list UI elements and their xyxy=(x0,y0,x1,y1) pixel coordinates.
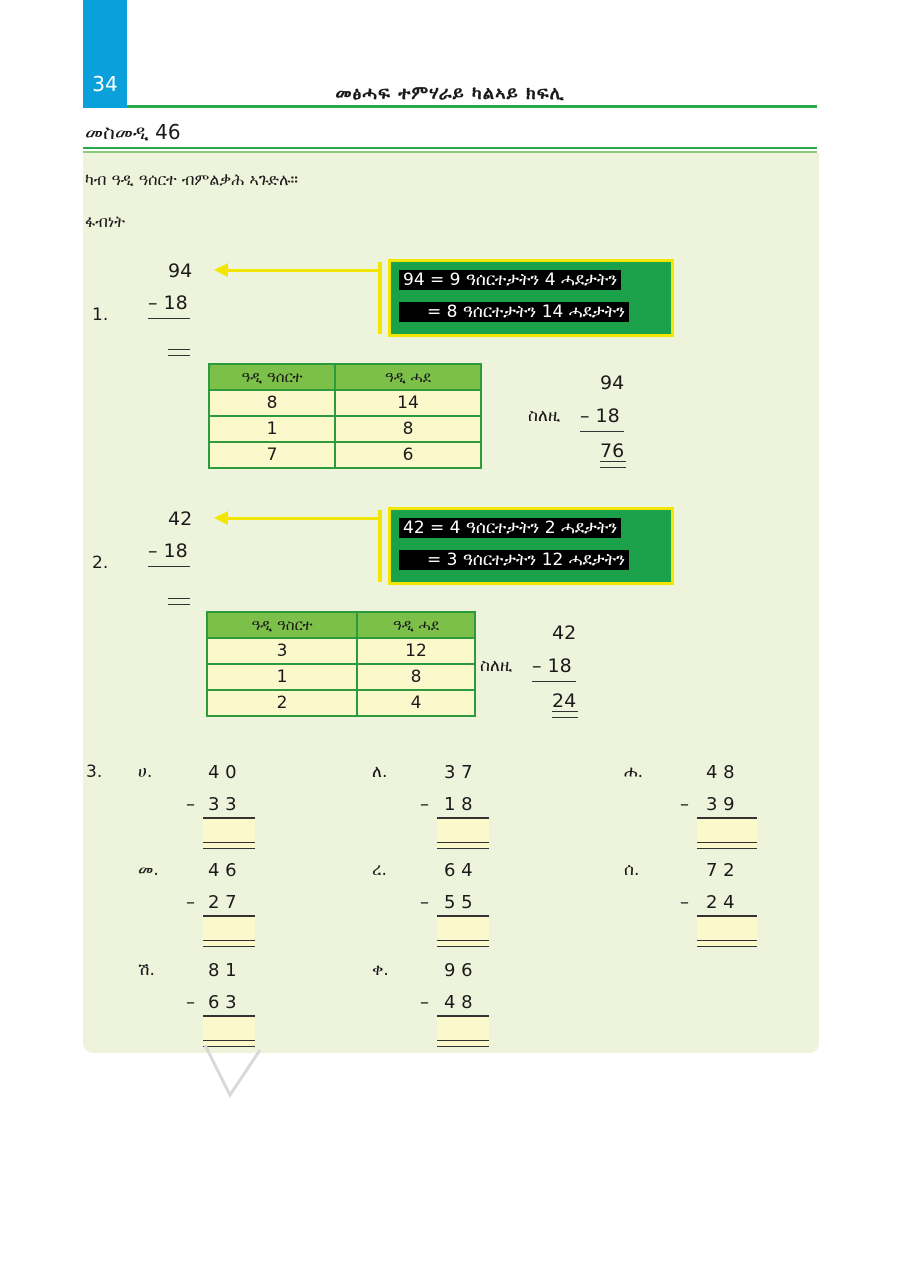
exercise-sub-number: 1 8 xyxy=(444,794,473,815)
exercise-minus-sign: – xyxy=(420,892,429,913)
problem1-hint-box xyxy=(388,259,674,337)
table-row xyxy=(207,638,475,664)
problem1-ans-result: 76 xyxy=(600,440,625,462)
exercise-label: ሀ. xyxy=(138,762,153,782)
problem1-index: 1. xyxy=(92,305,109,325)
problem2-top: 42 xyxy=(168,508,193,530)
example-title: መስመዲ 46 xyxy=(85,120,181,144)
exercise-minus-sign: – xyxy=(420,794,429,815)
page-number: 34 xyxy=(92,72,118,96)
table-cell: 8 xyxy=(209,390,335,416)
exercise-label: ሽ. xyxy=(138,960,155,980)
exercise-double-rule xyxy=(203,940,255,947)
exercise-label: ሰ. xyxy=(624,860,640,880)
problem2-ans-rule xyxy=(532,681,576,682)
problem1-so-label: ስለዚ xyxy=(528,406,561,426)
table-row xyxy=(209,442,481,468)
problem1-hint-line1: 94 = 9 ዓሰርተታትን 4 ሓደታትን xyxy=(399,270,621,290)
table-row xyxy=(207,664,475,690)
exercise-double-rule xyxy=(697,940,757,947)
problem1-top: 94 xyxy=(168,260,193,282)
exercise-minus-sign: – xyxy=(186,794,195,815)
exercise-top-number: 8 1 xyxy=(208,960,237,981)
table-cell: 6 xyxy=(335,442,481,468)
exercise-label: ረ. xyxy=(372,860,387,880)
instruction-text: ካብ ዓዲ ዓሰርተ ብምልቃሕ ኣጉድሉ። xyxy=(85,170,299,189)
exercise-sub-number: 2 4 xyxy=(706,892,735,913)
exercise-label: ለ. xyxy=(372,762,388,782)
problem2-ans-top: 42 xyxy=(552,622,577,644)
header-rule xyxy=(127,105,817,108)
problem2-ans-result: 24 xyxy=(552,690,577,712)
table-cell: 1 xyxy=(207,664,357,690)
exercise-minus-sign: – xyxy=(186,892,195,913)
exercise-minus-sign: – xyxy=(680,892,689,913)
exercise-sub-number: 2 7 xyxy=(208,892,237,913)
title-rule xyxy=(83,147,817,149)
exercise-top-number: 3 7 xyxy=(444,762,473,783)
answer-label: ፋብነት xyxy=(85,212,126,231)
table-row xyxy=(207,690,475,716)
exercise-sub-number: 4 8 xyxy=(444,992,473,1013)
exercise-sub-number: 6 3 xyxy=(208,992,237,1013)
problem1-ans-sub: – 18 xyxy=(580,405,620,427)
exercise-top-number: 4 6 xyxy=(208,860,237,881)
exercise-sub-number: 3 9 xyxy=(706,794,735,815)
problem2-hint-line2: = 3 ዓሰርተታትን 12 ሓደታትን xyxy=(399,550,629,570)
table-row xyxy=(209,416,481,442)
table-cell: 7 xyxy=(209,442,335,468)
problem1-hint-line2: = 8 ዓሰርተታትን 14 ሓደታትን xyxy=(399,302,629,322)
problem2-so-label: ስለዚ xyxy=(480,656,513,676)
problem1-rule xyxy=(148,318,190,319)
exercise-label: መ. xyxy=(138,860,159,880)
exercise-minus-sign: – xyxy=(186,992,195,1013)
exercise-top-number: 4 8 xyxy=(706,762,735,783)
exercise-top-number: 9 6 xyxy=(444,960,473,981)
problem2-arrow-line xyxy=(226,517,380,520)
table-cell: 12 xyxy=(357,638,475,664)
problem1-ans-top: 94 xyxy=(600,372,625,394)
problem2-th-tens: ዓዲ ዓስርተ xyxy=(207,612,357,638)
exercise-sub-number: 3 3 xyxy=(208,794,237,815)
watermark-shape xyxy=(200,1040,270,1100)
book-title: መፅሓፍ ተምሃራይ ካልኣይ ክፍሊ xyxy=(335,83,565,104)
exercise-top-number: 7 2 xyxy=(706,860,735,881)
problem2-hint-box xyxy=(388,507,674,585)
exercise3-index: 3. xyxy=(86,762,103,782)
table-cell: 2 xyxy=(207,690,357,716)
problem2-ans-double-rule xyxy=(552,711,578,718)
exercise-label: ቀ. xyxy=(372,960,389,980)
problem2-table xyxy=(206,611,476,717)
problem2-ans-sub: – 18 xyxy=(532,655,572,677)
problem1-ans-double-rule xyxy=(600,461,626,468)
problem1-sub: – 18 xyxy=(148,292,188,314)
exercise-double-rule xyxy=(437,940,489,947)
exercise-double-rule xyxy=(697,842,757,849)
problem1-double-rule xyxy=(168,349,190,356)
problem2-bracket xyxy=(378,510,382,582)
exercise-double-rule xyxy=(437,1040,489,1047)
exercise-top-number: 4 0 xyxy=(208,762,237,783)
table-cell: 3 xyxy=(207,638,357,664)
problem2-rule xyxy=(148,566,190,567)
problem1-th-tens: ዓዲ ዓሰርተ xyxy=(209,364,335,390)
exercise-sub-number: 5 5 xyxy=(444,892,473,913)
table-cell: 8 xyxy=(357,664,475,690)
problem1-ans-rule xyxy=(580,431,624,432)
table-cell: 8 xyxy=(335,416,481,442)
problem1-arrow-line xyxy=(226,269,380,272)
problem1-th-ones: ዓዲ ሓደ xyxy=(335,364,481,390)
exercise-double-rule xyxy=(437,842,489,849)
problem2-hint-line1: 42 = 4 ዓሰርተታትን 2 ሓደታትን xyxy=(399,518,621,538)
exercise-minus-sign: – xyxy=(680,794,689,815)
table-cell: 1 xyxy=(209,416,335,442)
problem2-th-ones: ዓዲ ሓደ xyxy=(357,612,475,638)
problem2-index: 2. xyxy=(92,553,109,573)
table-cell: 4 xyxy=(357,690,475,716)
table-row xyxy=(209,390,481,416)
exercise-double-rule xyxy=(203,842,255,849)
problem1-table xyxy=(208,363,482,469)
exercise-top-number: 6 4 xyxy=(444,860,473,881)
problem2-double-rule xyxy=(168,598,190,605)
exercise-label: ሐ. xyxy=(624,762,644,782)
table-cell: 14 xyxy=(335,390,481,416)
problem1-bracket xyxy=(378,262,382,334)
exercise-minus-sign: – xyxy=(420,992,429,1013)
problem2-sub: – 18 xyxy=(148,540,188,562)
